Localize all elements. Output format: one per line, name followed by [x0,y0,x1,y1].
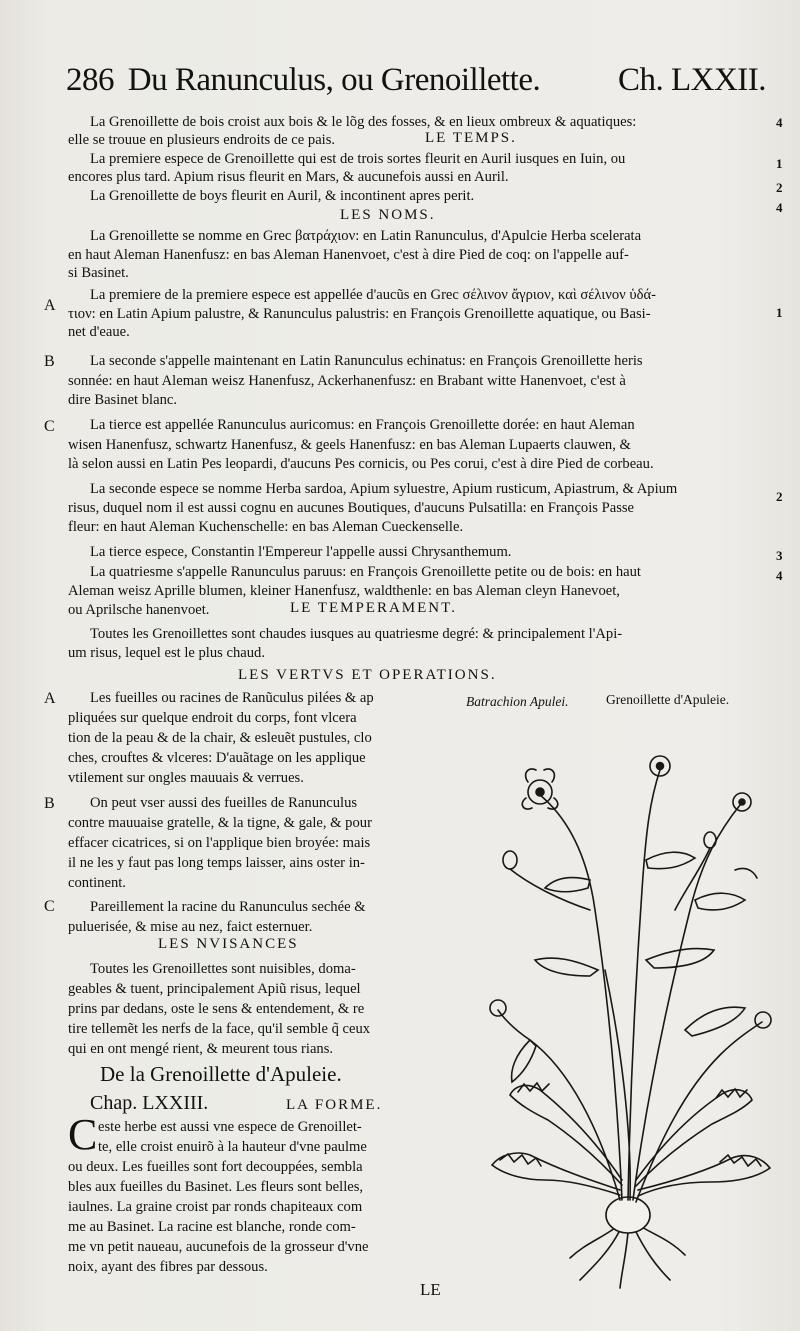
text-line: La Grenoillette de boys fleurit en Auril, & incontinent apres perit. [90,188,475,204]
caption-latin: Batrachion Apulei. [466,694,569,709]
text-line: ou deux. Les fueilles sont fort decouppées, sembla [68,1159,363,1175]
heading-vertus: LES VERTVS ET OPERATIONS. [238,667,497,683]
text-line: wisen Hanenfusz, schwartz Hanenfusz, & geels Hanenfusz: en bas Aleman Lupaerts clauwen, & [68,437,631,453]
text-line: ches, crouftes & vlceres: D'auãtage on les applique [68,750,366,766]
text-line: me au Basinet. La racine est blanche, ronde com- [68,1219,356,1235]
chapter-number: Chap. LXXIII. [90,1092,209,1114]
heading-temps: LE TEMPS. [425,130,517,146]
margin-letter: A [44,297,56,314]
margin-number: 2 [776,489,783,504]
text-line: Toutes les Grenoillettes sont chaudes iusques au quatriesme degré: & principalement l'Api- [90,626,623,642]
text-line: iaulnes. La graine croist par ronds chapiteaux com [68,1199,363,1215]
text-line: fleur: en haut Aleman Kuchenschelle: en bas Aleman Cueckenselle. [68,519,464,535]
text-line: Toutes les Grenoillettes sont nuisibles, doma- [90,961,356,977]
text-line: puluerisée, & mise au nez, faict esternuer. [68,919,313,935]
page-number: 286 [66,62,114,98]
text-line: me vn petit naueau, aucunefois de la grosseur d'vne [68,1239,369,1255]
margin-number: 1 [776,305,783,320]
text-line: te, elle croist enuirõ à la hauteur d'vne paulme [98,1139,367,1155]
text-line: ou Aprilsche hanenvoet. [68,602,210,618]
text-line: La seconde s'appelle maintenant en Latin Ranunculus echinatus: en François Grenoillette heris [90,353,643,369]
text-line: sonnée: en haut Aleman weisz Hanenfusz, Ackerhanenfusz: en Brabant witte Hanenvoet, c'est à [68,373,626,389]
margin-number: 2 [776,180,783,195]
text-line: La premiere de la premiere espece est appellée d'aucũs en Grec σέλινον ἄγριον, καὶ σέλινον ὑδά- [90,287,657,303]
chapter-title: De la Grenoillette d'Apuleie. [100,1062,342,1086]
heading-noms: LES NOMS. [340,207,436,223]
text-line: τιον: en Latin Apium palustre, & Ranunculus palustris: en François Grenoillette aquatique, ou Basi- [68,306,651,322]
text-line: tire tellemẽt les nerfs de la face, qu'il semble q̃ ceux [68,1021,371,1037]
text-line: On peut vser aussi des fueilles de Ranunculus [90,795,358,811]
text-line: il ne les y faut pas long temps laisser, ains oster in- [68,855,365,871]
text-line: contre mauuaise gratelle, & la tigne, & gale, & pour [68,815,372,831]
text-line: um risus, lequel est le plus chaud. [68,645,265,661]
plant-woodcut-illustration [470,710,780,1290]
margin-number: 3 [776,548,783,563]
text-line: dire Basinet blanc. [68,392,178,408]
text-line: La premiere espece de Grenoillette qui est de trois sortes fleurit en Auril iusques en Iuin, ou [90,151,626,167]
margin-letter: A [44,690,56,707]
header-title: Du Ranunculus, ou Grenoillette. [127,62,541,98]
text-line: effacer cicatrices, si on l'applique bien broyée: mais [68,835,371,851]
text-line: geables & tuent, principalement Apiũ risus, lequel [68,981,361,997]
text-line: vtilement sur ongles mauuais & verrues. [68,770,304,786]
text-line: Pareillement la racine du Ranunculus sechée & [90,899,366,915]
text-line: continent. [68,875,126,891]
text-line: La quatriesme s'appelle Ranunculus paruus: en François Grenoillette petite ou de bois: en haut [90,564,641,580]
text-line: La tierce est appellée Ranunculus auricomus: en François Grenoillette dorée: en haut Aleman [90,417,635,433]
text-line: La Grenoillette se nomme en Grec βατράχιον: en Latin Ranunculus, d'Apulcie Herba scelerata [90,228,642,244]
text-line: encores plus tard. Apium risus fleurit en Mars, & aucunefois aussi en Auril. [68,169,509,185]
margin-number: 4 [776,115,783,130]
running-header [66,62,786,99]
text-line: là selon aussi en Latin Pes leopardi, d'aucuns Pes cornicis, ou Pes corui, c'est à dire Pied de corbeau. [68,456,654,472]
margin-number: 4 [776,200,783,215]
heading-nuisances: LES NVISANCES [158,936,299,952]
header-chapter: Ch. LXXII. [617,62,766,98]
text-line: en haut Aleman Hanenfusz: en bas Aleman Hanenvoet, c'est à dire Pied de coq: on l'appelle auf- [68,247,629,263]
text-line: Les fueilles ou racines de Ranũculus pilées & ap [90,690,374,706]
text-line: prins par dedans, oste le sens & entendement, & re [68,1001,365,1017]
text-line: La seconde espece se nomme Herba sardoa, Apium syluestre, Apium rusticum, Apiastrum, & Apium [90,481,678,497]
heading-forme: LA FORME. [286,1097,383,1113]
drop-cap: C [68,1110,98,1159]
margin-number: 4 [776,568,783,583]
text-line: La Grenoillette de bois croist aux bois & le lõg des fosses, & en lieux ombreux & aquatiques: [90,114,637,130]
text-line: bles aux fueilles du Basinet. Les fleurs sont belles, [68,1179,364,1195]
caption-french: Grenoillette d'Apuleie. [606,692,730,707]
margin-letter: B [44,795,55,812]
margin-letter: C [44,418,55,435]
text-line: La tierce espece, Constantin l'Empereur l'appelle aussi Chrysanthemum. [90,544,512,560]
text-line: qui en ont mengé rient, & meurent tous rians. [68,1041,334,1057]
heading-temperament: LE TEMPERAMENT. [290,600,457,616]
text-line: pliquées sur quelque endroit du corps, font vlcera [68,710,357,726]
text-line: tion de la peau & de la chair, & esleuẽt pustules, clo [68,730,372,746]
catchword: LE [420,1280,441,1299]
text-line: risus, duquel nom il est aussi cognu en aucunes Boutiques, d'aucuns Pulsatilla: en François Passe [68,500,635,516]
text-line: net d'eaue. [68,324,130,340]
text-line: este herbe est aussi vne espece de Grenoillet- [98,1119,362,1135]
text-line: noix, ayant des fibres par dessous. [68,1259,268,1275]
text-line: elle se trouue en plusieurs endroits de ce pais. [68,132,336,148]
margin-letter: C [44,898,55,915]
margin-letter: B [44,353,55,370]
text-line: si Basinet. [68,265,129,281]
text-line: Aleman weisz Aprille blumen, kleiner Hanenfusz, waldthenle: en bas Aleman cleyn Hanevoet, [68,583,620,599]
margin-number: 1 [776,156,783,171]
